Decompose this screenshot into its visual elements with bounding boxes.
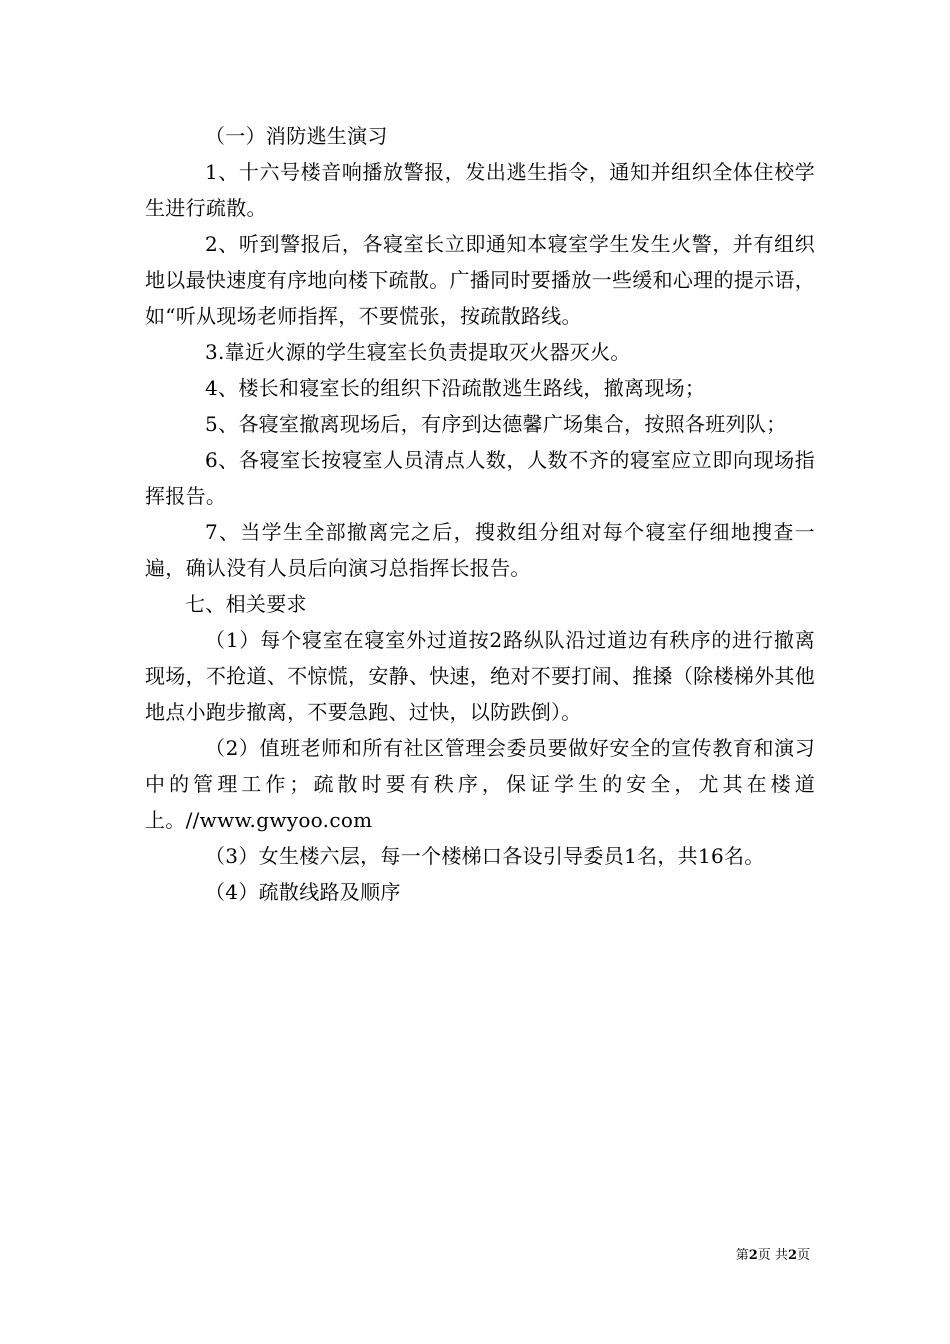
paragraph-step-2: 2、听到警报后，各寝室长立即通知本寝室学生发生火警，并有组织地以最快速度有序地向楼下疏散。广播同时要播放一些缓和心理的提示语，如“听从现场老师指挥，不要慌张，按疏散路线。 — [145, 232, 815, 328]
section-heading-fire-drill: （一）消防逃生演习 — [205, 124, 388, 148]
footer-middle: 页 共 — [757, 1248, 788, 1263]
paragraph-step-3: 3.靠近火源的学生寝室长负责提取灭火器灭火。 — [205, 340, 631, 364]
footer-total-pages: 2 — [787, 1248, 797, 1263]
footer-suffix: 页 — [796, 1248, 810, 1263]
paragraph-step-6: 6、各寝室长按寝室人员清点人数，人数不齐的寝室应立即向现场指挥报告。 — [145, 448, 815, 508]
page-number-footer — [736, 1247, 810, 1265]
paragraph-requirement-2: （2）值班老师和所有社区管理会委员要做好安全的宣传教育和演习中的管理工作；疏散时要有秩序，保证学生的安全，尤其在楼道上。//www.gwyoo.com — [145, 736, 815, 832]
paragraph-step-7: 7、当学生全部撤离完之后，搜救组分组对每个寝室仔细地搜查一遍，确认没有人员后向演习总指挥长报告。 — [145, 520, 815, 580]
paragraph-requirement-3: （3）女生楼六层，每一个楼梯口各设引导委员1名，共16名。 — [205, 844, 765, 868]
section-heading-requirements: 七、相关要求 — [185, 592, 307, 616]
paragraph-step-1: 1、十六号楼音响播放警报，发出逃生指令，通知并组织全体住校学生进行疏散。 — [145, 160, 815, 220]
paragraph-step-4: 4、楼长和寝室长的组织下沿疏散逃生路线，撤离现场； — [205, 376, 706, 400]
footer-current-page: 2 — [748, 1248, 758, 1263]
document-body — [145, 118, 815, 910]
paragraph-requirement-1: （1）每个寝室在寝室外过道按2路纵队沿过道边有秩序的进行撤离现场，不抢道、不惊慌，安静、快速，绝对不要打闹、推搡（除楼梯外其他地点小跑步撤离，不要急跑、过快，以防跌倒）。 — [145, 628, 815, 724]
paragraph-requirement-4: （4）疏散线路及顺序 — [205, 880, 401, 904]
paragraph-step-5: 5、各寝室撤离现场后，有序到达德馨广场集合，按照各班列队； — [205, 412, 787, 436]
footer-prefix: 第 — [735, 1248, 749, 1263]
